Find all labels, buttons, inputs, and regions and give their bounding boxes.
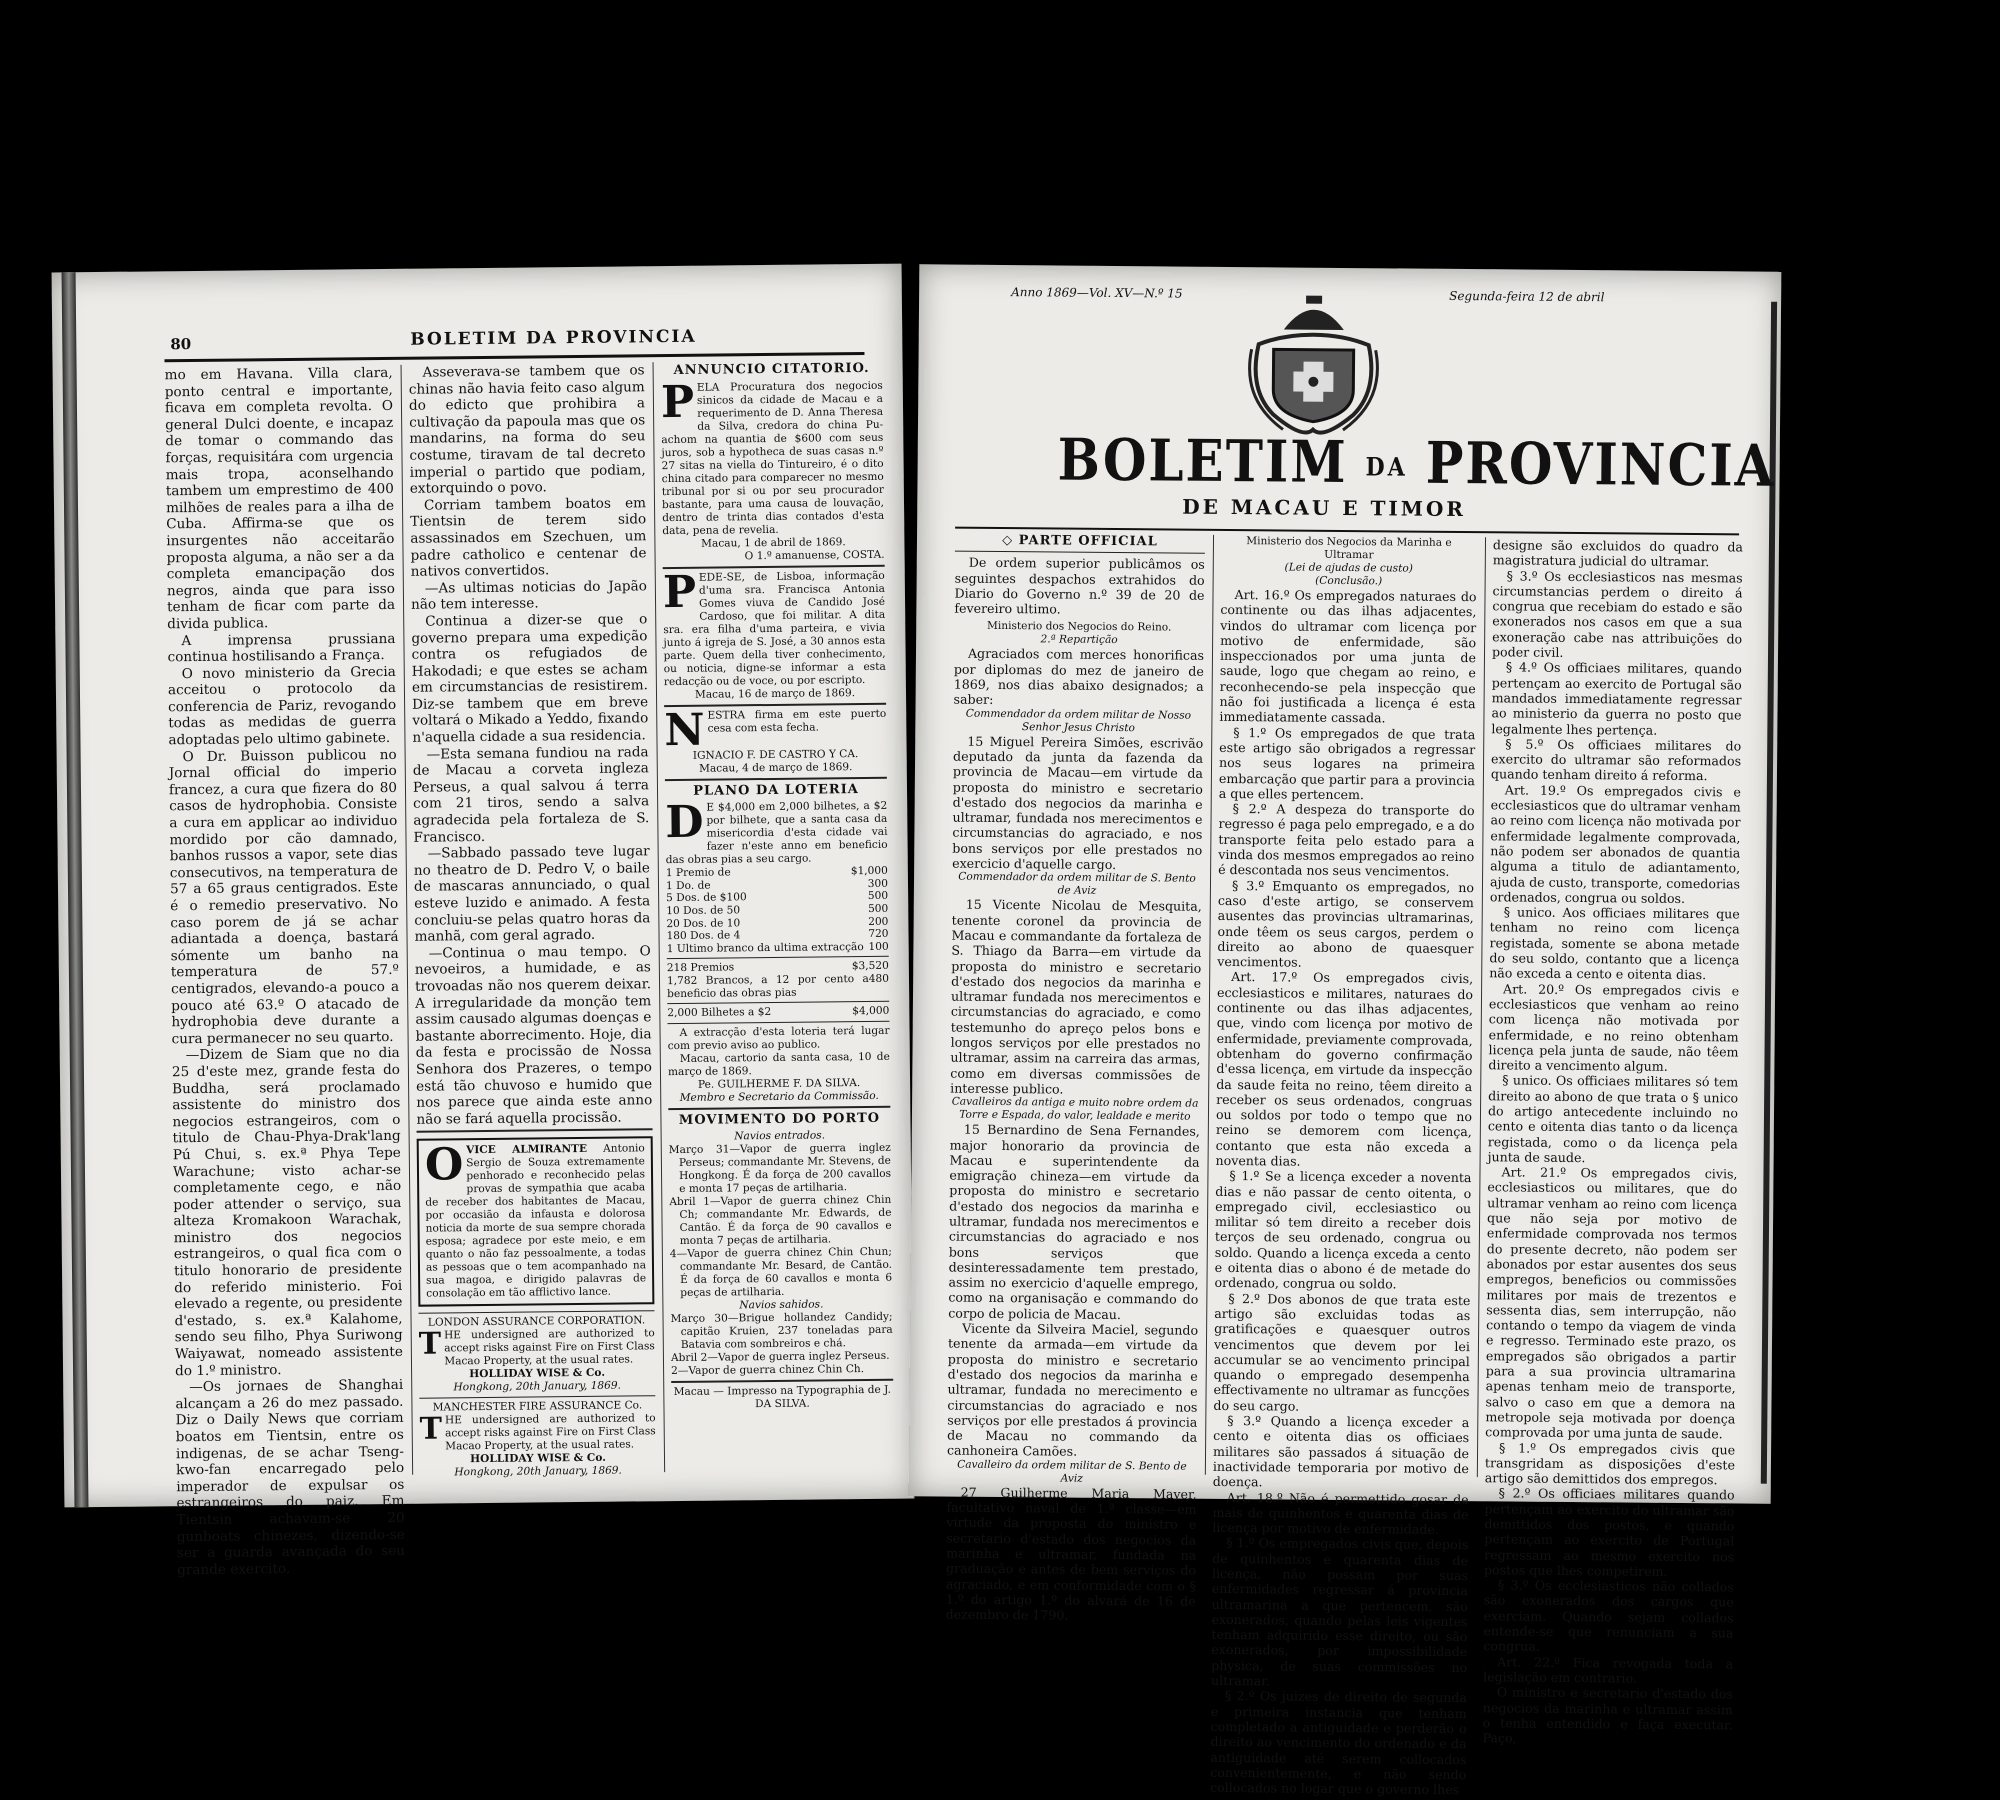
ministerio: Ministerio dos Negocios do Reino. [987,620,1172,634]
law-paragraph: Art. 16.º Os empregados naturaes do continente ou das ilhas adjacentes, vindos do ultramar com licença por motivo de enfermidade, são inspeccionados por uma junta de saude, logo que chegam ao reino, e reconhecendo-se pela inspecção que não foi justificada a licença é esta immediatamente cassada. [1219,587,1477,726]
lottery-table [666,865,889,955]
lottery-row-label: 218 Premios [666,961,735,975]
porto-title: MOVIMENTO DO PORTO [678,1110,881,1128]
law-paragraph: Art. 17.º Os empregados civis, ecclesiasticos e militares, naturaes do continente ou das ilhas adjacentes, que, vindo com licença por motivo de enfermidade, previamente comprovada, obtenham do governo confirmação d'essa licença, em virtude da inspecção da saude feita no reino, têem direito a receber os seus ordenados, congruas ou soldos por todo o tempo que no reino se demorem com licença, contanto que esta não exceda a noventa dias. [1215,969,1474,1169]
lottery-row-value: 200 [868,915,889,928]
port-movement: Abril 1—Vapor de guerra chinez Chin Ch; commandante Mr. Edwards, de Cantão. É da força de 90 cavallos e monta 7 peças de artilharia. [669,1194,892,1248]
law-paragraph: § 1.º Os empregados civis que transgridam as disposições d'este artigo são demittidos dos empregos. [1484,1439,1736,1488]
ad-date: Hongkong, 20th January, 1869. [453,1379,622,1394]
lottery-row-value: 720 [868,927,889,941]
page-binding-edge [62,272,89,1507]
col2-subhead: (Lei de ajudas de custo) [1284,561,1413,575]
annuncio-date: Macau, 1 de abril de 1869. [701,535,846,550]
masthead-word-1: BOLETIM [1057,425,1348,496]
lottery-row-value: 100 [868,940,889,953]
category-4: Cavalleiro da ordem militar de S. Bento de Aviz [957,1458,1187,1485]
law-paragraph: Art. 20.º Os empregados civis e ecclesiasticos que venham ao reino com licença não motivada por enfermidade, e no reino obtenham licença pela junta de saude, não têem direito a vencimento algum. [1488,980,1740,1074]
masthead-da: DA [1365,452,1408,483]
masthead-subtitle: DE MACAU E TIMOR [1182,494,1467,522]
lottery-row-value: 480 [868,972,890,985]
masthead-title [1057,425,1775,499]
left-column-3 [661,358,895,1482]
lottery-row-value: 500 [867,890,889,903]
lottery-row-label: 1 Ultimo branco da ultima extracção [666,940,864,955]
right-page [909,264,1782,1798]
law-paragraph: Art. 19.º Os empregados civis e ecclesiasticos que do ultramar venham ao reino com licença não motivada por enfermidade legalmente comprovada, não podem ser abonados de quantia alguma a titulo de adiantamento, ajuda de custo, transporte, comedorias ordenados, congrua ou soldos. [1489,782,1741,906]
port-movement: Março 31—Vapor de guerra inglez Perseus; commandante Mr. Stevens, de Hongkong. É da força de 200 cavallos e monta 17 peças de artilharia. [668,1142,892,1196]
insurance-ad [418,1311,655,1395]
law-paragraph: § 1.º Os empregados de que trata este artigo são obrigados a regressar nos seus logares na primeira embarcação que partir para a provincia a que elles pertencem. [1218,724,1476,803]
lottery-row-value: $1,000 [850,864,888,878]
lottery-grand-total [667,1005,889,1020]
lottery-sign: Pe. GUILHERME F. DA SILVA. [697,1076,861,1091]
annuncio-dropcap: P [660,376,695,428]
article-paragraph: —Continua o mau tempo. O nevoeiros, a humidade, e as trovoadas não nos querem deixar. A irregularidade da monção tem assim causado algumas doenças e bastante aborrecimento. Hoje, dia da festa e procissão de Nossa Senhora dos Prazeres, o tempo está tão chuvoso e humido que nos parece que ainda este anno não se fará aquella procissão. [414,943,653,1128]
lottery-row-label: 20 Dos. de 10 [666,916,741,930]
col2-head: Ministerio dos Negocios da Marinha e Ultramar [1246,535,1452,562]
lottery-grand-value: $4,000 [852,1004,890,1018]
law-paragraph: Art. 22.º Fica revogada toda a legislação em contrario. [1483,1654,1734,1686]
ad-body: HE undersigned are authorized to accept risks against Fire on First Class Macao Property, at the usual rates. [443,1327,655,1368]
pede-dropcap: P [662,566,697,618]
notice-dropcap: O [424,1139,464,1191]
law-paragraph: § 1.º Se a licença exceder a noventa dias e não passar de cento oitenta, o empregado civil, ecclesiastico ou militar só tem direito a receber dois terços de seu ordenado, congrua ou soldo. Quando a licença exceda a cento e oitenta dias o abono é de metade do ordenado, congrua ou soldo. [1214,1168,1472,1292]
article-paragraph: Asseverava-se tambem que os chinas não havia feito caso algum do edicto que prohibira a cultivação da papoula mas que os mandarins, na forma do seu costume, tiravam de tal decreto imperial o partido que podiam, extorquindo o povo. [408,362,646,497]
intro: De ordem superior publicâmos os seguintes despachos extrahidos do Diario do Governo n.º 39 de 20 de fevereiro ultimo. [954,555,1205,617]
article-paragraph: —Esta semana fundiou na rada de Macau a corveta ingleza Perseus, a qual salvou á terra com 21 tiros, sendo a salva agradecida pela fortaleza de S. Francisco. [412,743,650,846]
lottery-row-value: 500 [867,902,889,915]
lottery-grand-label: 2,000 Bilhetes a $2 [667,1006,772,1020]
entry-3: 15 Bernardino de Sena Fernandes, major honorario da provincia de Macau e superintendente da emigração chineza—em virtude da proposta do ministro e secretario d'estado dos negocios da marinha e ultramar, fundada nos merecimentos e circumstancias do agraciado e nos bons serviços que desinteressadamente tem prestado, assim no exercicio d'aquelle emprego, como na organisação e commando do corpo de policia de Macau. [948,1121,1200,1322]
article-paragraph: —Dizem de Siam que no dia 25 d'este mez, grande festa do Buddha, será proclamado assistente do ministro dos negocios estrangeiros, com o titulo de Chau-Phya-Drak'lang Pú Chui, s. ex.ª Phya Tepe Warachune; visto achar-se completamente cego, e não poder attender o serviço, sua alteza Kromakoon Warachak, ministro dos negocios estrangeiros, o qual fica com o titulo honorario de presidente do referido ministerio. Foi elevado a regente, ou presidente d'estado, s. ex.ª Kalahome, sendo seu filho, Phya Suriwong Waiyawat, nomeado assistente do 1.º ministro. [171,1045,403,1379]
issue-date: Segunda-feira 12 de abril [1449,288,1605,305]
law-paragraph: § 5.º Os officiaes militares do exercito do ultramar são reformados quando tenham direito á reforma. [1490,736,1742,784]
category-2: Commendador da ordem militar de S. Bento de Aviz [958,870,1196,898]
article-paragraph: —As ultimas noticias do Japão não tem interesse. [410,577,647,614]
lottery-row-label: 10 Dos. de 50 [666,904,741,918]
divider [671,1379,893,1383]
divider [667,1020,889,1023]
notice-body: Antonio Sergio de Souza extremamente penhorado e reconhecido pelas provas de sympathia que acaba de receber dos habitantes de Macau, por occasião da infausta e dolorosa noticia da morte de sua sempre chorada esposa; agradece por este meio, e em quanto o não faz pessoalmente, a todas as pessoas que o tem acompanhado na sua magoa, e dirigido palavras de consolação em tão afflictivo lance. [425,1142,647,1300]
section-title: ◇ PARTE OFFICIAL [1002,532,1158,550]
column-rule [1477,537,1486,1477]
insurance-ad [419,1396,656,1480]
col2-conclusao: (Conclusão.) [1315,574,1383,588]
left-column-1 [164,364,406,1578]
article-paragraph: A imprensa prussiana continua hostilisando a França. [167,630,396,666]
lottery-row [666,865,888,880]
divider [955,551,1205,554]
law-paragraph: § 3.º Emquanto os empregados, no caso d'este artigo, se conservem ausentes das provincias ultramarinas, onde têem os seus cargos, perdem o direito ao abono de quaesquer vencimentos. [1217,877,1475,970]
ad-date: Hongkong, 20th January, 1869. [454,1464,622,1479]
ad-dropcap: T [419,1411,443,1448]
page-number: 80 [170,335,192,354]
lottery-row-label: 180 Dos. de 4 [666,929,741,943]
pede-date: Macau, 16 de março de 1869. [694,686,856,701]
law-paragraph: Art. 21.º Os empregados civis, ecclesiasticos ou militares, que do ultramar venham ao reino com licença que não seja por motivo de enfermidade comprovada nos termos do presente decreto, não podem ser abonados por estar ausentes dos seus empregos, beneficios ou commissões militares por mais de trezentos e sessenta dias, sem interrupção, não contando o tempo da viagem de vinda e regresso. Terminado este prazo, os empregados são obrigados a partir para a sua provincia ultramarina apenas tenham meio de transporte, salvo o caso em que a demora na metropole seja motivada por doença comprovada por uma junta de saude. [1485,1164,1738,1442]
running-head: BOLETIM DA PROVINCIA [410,326,697,350]
firma-sign: IGNACIO F. DE CASTRO Y CA. [692,747,859,762]
lottery-note: A extracção d'esta loteria terá lugar com previo aviso ao publico. [667,1024,890,1052]
ad-head: MANCHESTER FIRE ASSURANCE Co. [432,1399,643,1414]
category-3: Cavalleiros da antiga e muito nobre ordem da Torre e Espada, do valor, lealdade e merito [951,1095,1199,1123]
law-paragraph: § unico. Aos officiaes militares que tenham no reino com licença registada, somente se abona metade do seu soldo, contanto que a licença não exceda a cento e oitenta dias. [1489,904,1740,983]
right-column-2 [1210,535,1477,1798]
ad-sign: HOLLIDAY WISE & Co. [470,1452,606,1466]
entry-4: Vicente da Silveira Maciel, segundo tenente da armada—em virtude da proposta do ministro e secretario d'estado dos negocios da marinha e ultramar, fundada no merecimento e circumstancias do agraciado e nos serviços por elle prestados á provincia de Macau no commando da canhoneira Camões. [946,1320,1199,1460]
lottery-row [667,941,889,956]
lottery-row [667,973,889,1001]
article-paragraph: O novo ministerio da Grecia acceitou o protocolo da conferencia de Pariz, revogando todas as medidas de guerra adoptadas pelo ultimo gabinete. [167,663,397,749]
annuncio-body: ELA Procuratura dos negocios sinicos da cidade de Macau e a requerimento de D. Anna Theresa da Silva, credora do china Pu-achom na quantia de $600 com seus juros, sob a hypotheca de suas casas n.º 27 sitas na viella do Tintureiro, é o dito china citado para comparecer no mesmo tribunal por si ou por seu procurador bastante, para uma causa de louvação, dentro de trinta dias contados d'esta data, pena de revelia. [661,379,885,537]
porto-sahidas: Navios sahidos. [739,1298,824,1312]
law-paragraph: § unico. Os officiaes militares só tem direito ao abono de que trata o § unico do artigo antecedente incluindo no cento e oitenta dias tanto o da licença registada, como o da licença pela junta de saude. [1487,1072,1739,1165]
coat-of-arms-icon [1243,289,1384,440]
port-movement: Março 30—Brigue hollandez Candidy; capitão Kruien, 237 toneladas para Batavia com sombreiros e chá. [670,1311,893,1352]
section-title-text: PARTE OFFICIAL [1018,533,1158,550]
law-paragraph: Art. 18.º Não é permettido gosar de mais de quinhentos e quarenta dias de licença por motivo de enfermidade. [1212,1489,1469,1537]
divider [667,1001,889,1004]
vice-almirante-notice [417,1137,655,1307]
right-column-3 [1482,537,1744,1746]
left-page [52,264,915,1578]
lottery-row-value: 300 [867,877,889,890]
masthead-word-2: PROVINCIA [1425,428,1776,500]
article-paragraph: mo em Havana. Villa clara, ponto central e importante, ficava em completa revolta. O general Dulci doente, e incapaz de tomar o commando das forças, requisitára com urgencia mais tropa, aconselhando tambem um emprestimo de 400 milhões de reales para a ilha de Cuba. Affirma-se que os insurgentes não acceitarão proposta alguma, a não ser a da completa emancipação dos negros, ainda que para isso tenham de ficar com parte da divida publica. [164,364,396,633]
entry-1: 15 Miguel Pereira Simões, escrivão deputado da junta da fazenda da provincia de Macau—em virtude da proposta do ministro e secretario d'estado dos negocios da marinha e ultramar, fundada nos merecimentos e circumstancias do agraciado, e nos bons serviços por elle prestados no exercicio d'aquelle cargo. [952,733,1204,873]
right-column-1 [945,532,1205,1623]
port-movement: Abril 2—Vapor de guerra inglez Perseus. [670,1350,890,1365]
divider [665,776,887,780]
plano-title: PLANO DA LOTERIA [693,781,859,799]
law-paragraph: § 2.º Dos abonos de que trata este artigo são excluidas todas as gratificações e quaesquer outros vencimentos que devem por lei accumular se ao vencimento principal quando o empregado desempenha effectivamente no ultramar as funcções do seu cargo. [1213,1290,1471,1414]
port-movement: 2—Vapor de guerra chinez Chin Ch. [671,1363,865,1378]
law-paragraph: § 3.º Os ecclesiasticos não collados são exonerados dos cargos que exerciam. Quando sejam collados entende-se que renunciam a sua congrua. [1483,1577,1734,1655]
law-paragraph: O ministro e secretario d'estado dos negocios da marinha e ultramar assim o tenha entendido e faça executar. Paço, [1482,1684,1734,1746]
firma-dropcap: N [664,704,705,756]
law-paragraph: § 2.º Os officiaes militares quando pertençam ao exercito do ultramar são demittidos dos postos, e quando pertençam ao exercito de Portugal regressam ao mesmo exercito nos postos que lhes competirem. [1483,1485,1735,1579]
entry-2: 15 Vicente Nicolau de Mesquita, tenente coronel da provincia de Macau e commandante da fortaleza de S. Thiago da Barra—em virtude da proposta do ministro e secretario d'estado dos negocios da marinha e ultramar fundada nos merecimentos e circumstancias do agraciado, e como testemunho do apreço pelos bons e longos serviços por elle prestados no ultramar, assim na carreira das armas, como em diversas commissões de interesse publico. [950,897,1202,1097]
article-paragraph: —Os jornaes de Shanghai alcançam a 26 do mez passado. Diz o Daily News que corriam boatos em Tientsin, entre os indigenas, de se achar Tseng-kwo-fan encarregado pelo imperador de expulsar os estrangeiros do paiz. Em Tientsin achavam-se 20 gunboats chinezes, dizendo-se ser a guarda avançada do seu grande exercito. [175,1377,406,1578]
port-movement: 4—Vapor de guerra chinez Chin Chun; commandante Mr. Besard, de Cantão. É da força de 60 cavallos e monta 6 peças de artilharia. [669,1246,893,1300]
lottery-row-label: 5 Dos. de $100 [666,891,747,905]
ad-body: HE undersigned are authorized to accept risks against Fire on First Class Macao Property, at the usual rates. [444,1412,656,1453]
firma-date: Macau, 4 de março de 1869. [699,760,853,775]
lottery-date: Macau, cartorio da santa casa, 10 de março de 1869. [667,1050,890,1078]
article-paragraph: Corriam tambem boatos em Tientsin de terem sido assassinados em Szechuen, um padre catholico e centenar de nativos convertidos. [410,495,647,580]
lottery-totals [667,960,889,1000]
annuncio-sign: O 1.º amanuense, COSTA. [744,548,885,562]
article-paragraph: O Dr. Buisson publicou no Jornal official do imperio francez, a cura que fizera do 80 casos de hydrophobia. Consiste a cura em applicar ao individuo mordido por cão damnado, banhos russos a vapor, sete dias consecutivos, na temperatura de 57 a 65 graus centigrados. Este é o remedio preservativo. No caso porem de já se achar adiantada a doença, bastará sómente um banho na temperatura de 57.º centigrados, elevando-a pouco a pouco até 63.º O atacado de hydrophobia deve durante a cura permanecer no seu quarto. [168,746,400,1048]
law-paragraph: § 4.º Os officiaes militares, quando pertençam ao exercito de Portugal são mandados immediatamente regressar ao ministerio da guerra no posto que legalmente lhes pertença. [1491,659,1742,738]
reparticao: 2.ª Repartição [1040,633,1118,647]
ad-head: LONDON ASSURANCE CORPORATION. [427,1314,646,1329]
plano-body: E $4,000 em 2,000 bilhetes, a $2 por bilhete, que a santa casa da misericordia d'esta cidade vai fazer n'este anno em beneficio das obras pias a seu cargo. [665,799,888,867]
plano-dropcap: D [665,796,704,849]
lottery-row-label: 1,782 Brancos, a 12 por cento a beneficio das obras pias [666,972,869,1000]
entry-5: 27 Guilherme Maria Mayer, facultativo naval de 1.ª classe—em virtude da proposta do ministro e secretario d'estado dos negocios da marinha e ultramar, fundada na graduação e antes de bem serviços do agraciado, e em conformidade com o § 1.º do artigo 1.º do alvará de 16 de dezembro de 1790. [945,1484,1197,1623]
lottery-sign-role: Membro e Secretario da Commissão. [679,1089,879,1104]
law-paragraph: designe são excluidos do quadro da magistratura judicial do ultramar. [1492,537,1744,570]
divider [668,1105,890,1109]
notice-head: VICE ALMIRANTE [466,1143,588,1157]
lottery-row-label: 1 Do. de [665,879,711,892]
law-paragraph: § 3.º Quando a licença exceder a cento e oitenta dias os officiaes militares são passados á situação de inactividade temporaria por motivo de doença. [1212,1413,1470,1490]
divider [667,956,889,959]
law-paragraph: § 2.º A despeza do transporte do regresso é paga pelo empregado, e a do transporte feita pelo estado para a vinda dos mesmos empregados ao reino é descontada nos seus vencimentos. [1218,801,1475,880]
divider [663,564,885,568]
article-paragraph: Continua a dizer-se que o governo prepara uma expedição contra os refugiados de Hakodadi; e que estes se acham em circumstancias de resistirem. Diz-se tambem que em breve voltará o Mikado a Yeddo, fixando n'aquella cidade a sua residencia. [411,611,649,746]
law-paragraph: § 1.º Os empregados civis que, depois de quinhentos e quarenta dias de licença, não possam por suas enfermidades regressar á provincia ultramarina a que pertencem, são exonerados, quando pelas leis vigentes tenham adquirido esse direito, ou são exonerados, por impossibilidade physica, de suas commissões no ultramar. [1210,1535,1469,1689]
law-paragraph: § 2.º Os juizes de direito de segunda e primeira instancia que tenham completado a antiguidade e perderão o direito ao vencimento do ordenado e da antiguidade até serem collocados convenientemente, e não sendo collocados no logar que o governo lhes [1210,1688,1467,1798]
divider [417,1129,653,1133]
lottery-row-label: 1 Premio de [665,866,731,880]
category-1: Commendador da ordem militar de Nosso Senhor Jesus Christo [965,707,1192,734]
column-rule [1205,535,1214,1475]
ad-dropcap: T [418,1326,442,1363]
firma-body: ESTRA firma em este puerto cesa com esta fecha. [707,707,887,735]
left-column-2 [408,362,657,1479]
decree-body: Agraciados com merces honorificas por diplomas do mez de janeiro de 1869, nos dias abaixo designados; a saber: [953,646,1205,708]
porto-entradas: Navios entrados. [734,1129,826,1143]
law-paragraph: § 3.º Os ecclesiasticos nas mesmas circumstancias perdem o direito á congrua que recebiam do estado e são exonerados nos casos em que a sua exoneração cabe nas attribuições do poder civil. [1491,567,1743,660]
annuncio-title: ANNUNCIO CITATORIO. [673,360,870,378]
pede-body: EDE-SE, de Lisboa, informação d'uma sra. Francisca Antonia Gomes viuva de Candido José Cardoso, que foi militar. A dita sra. era filha d'uma parteira, e vivia junto á igreja de S. José, a 30 annos esta parte. Quem della tiver conhecimento, ou noticia, digne-se informar a esta redacção ou de voce, ou por escripto. [663,569,886,688]
ad-sign: HOLLIDAY WISE & Co. [469,1367,606,1381]
article-paragraph: —Sabbado passado teve lugar no theatro de D. Pedro V, o baile de mascaras annunciado, o qual esteve luzido e animado. A festa concluiu-se pelas quatro horas da manhã, com geral agrado. [413,843,651,945]
issue-info: Anno 1869—Vol. XV—N.º 15 [1011,285,1183,301]
imprint: Macau — Impresso na Typographia de J. DA SILVA. [673,1384,892,1411]
lottery-row-value: $3,520 [851,960,889,973]
